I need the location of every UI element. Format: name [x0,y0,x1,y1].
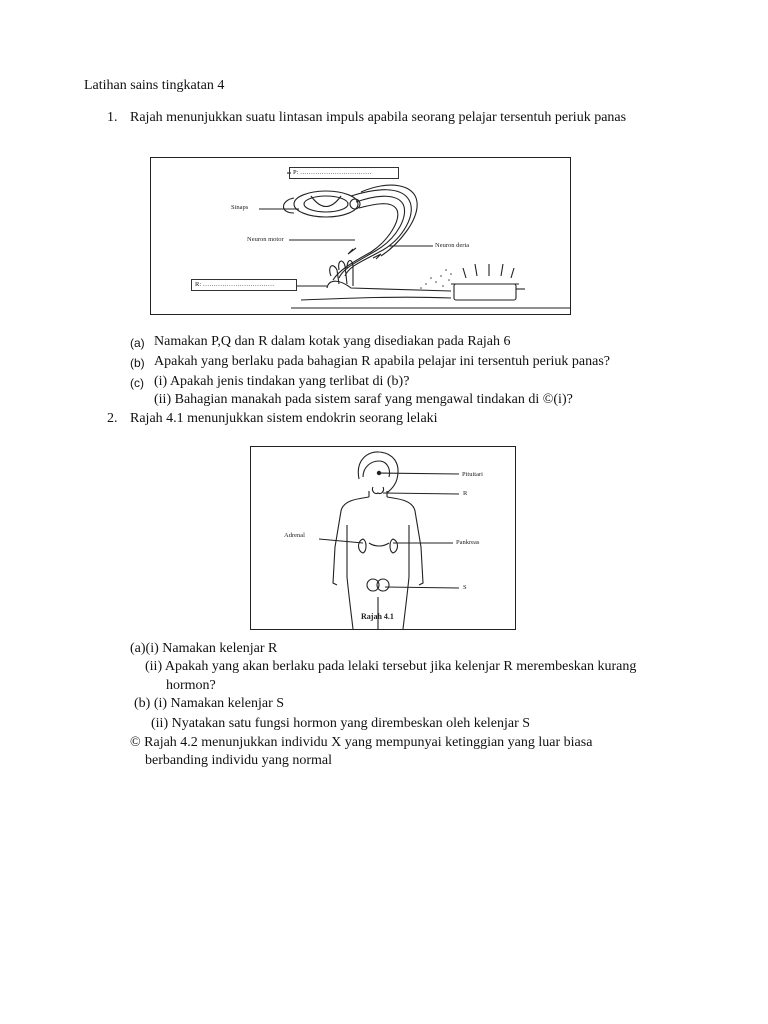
box-p: P: …………………………… [289,167,399,179]
label-sinaps: Sinaps [231,204,249,211]
q1-part-c-ii: (ii) Bahagian manakah pada sistem saraf yang mengawal tindakan di ©(i)? [154,392,573,407]
q1-text: Rajah menunjukkan suatu lintasan impuls apabila seorang pelajar tersentuh periuk panas [130,110,627,125]
label-s: S [463,584,467,591]
label-adrenal: Adrenal [284,532,305,539]
worksheet-heading: Latihan sains tingkatan 4 [84,78,225,93]
q1-part-c-label: (c) [130,376,144,390]
q2-line-3: hormon? [166,678,216,693]
label-r: R [463,490,468,497]
q2-number: 2. [107,411,118,426]
q2-line-5: (ii) Nyatakan satu fungsi hormon yang dirembeskan oleh kelenjar S [151,716,531,731]
label-neuron-deria: Neuron deria [435,242,470,249]
label-neuron-motor: Neuron motor [247,236,284,243]
figure-caption: Rajah 4.1 [361,612,394,621]
box-r: R: …………………………… [191,279,297,291]
q2-line-6: © Rajah 4.2 menunjukkan individu X yang mempunyai ketinggian yang luar biasa [130,735,593,750]
reflex-arc-figure [150,157,571,315]
q1-part-a-text: Namakan P,Q dan R dalam kotak yang disediakan pada Rajah 6 [154,334,511,349]
q2-line-1: (a)(i) Namakan kelenjar R [130,641,278,656]
label-pituitari: Pituitari [462,471,483,478]
q1-part-a-label: (a) [130,336,145,350]
q2-line-7: berbanding individu yang normal [145,753,333,768]
label-pankreas: Pankreas [456,539,480,546]
q2-line-2: (ii) Apakah yang akan berlaku pada lelaki tersebut jika kelenjar R merembeskan kurang [145,659,637,674]
q1-part-c-text: (i) Apakah jenis tindakan yang terlibat di (b)? [154,374,410,389]
q1-part-b-label: (b) [130,356,145,370]
q2-text: Rajah 4.1 menunjukkan sistem endokrin seorang lelaki [130,411,438,426]
endocrine-figure [250,446,516,630]
q1-number: 1. [107,110,118,125]
q1-part-b-text: Apakah yang berlaku pada bahagian R apabila pelajar ini tersentuh periuk panas? [154,354,610,369]
q2-line-4: (b) (i) Namakan kelenjar S [134,696,285,711]
